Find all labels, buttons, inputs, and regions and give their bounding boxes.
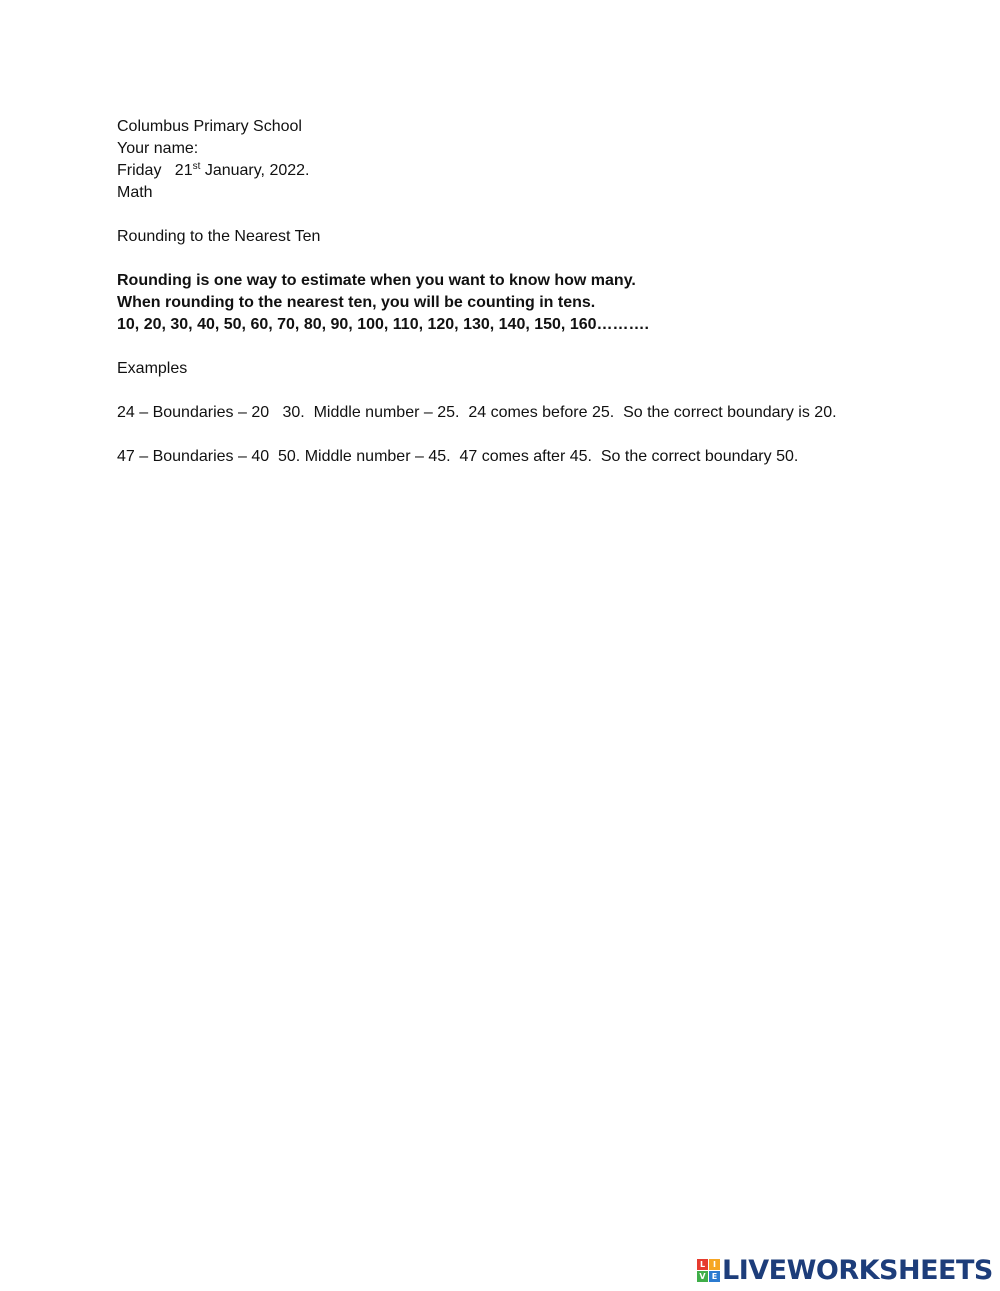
lesson-title: Rounding to the Nearest Ten	[117, 228, 321, 245]
date-rest: January, 2022.	[200, 162, 310, 179]
school-name: Columbus Primary School	[117, 118, 302, 135]
example-item: 47 – Boundaries – 40 50. Middle number – 45. 47 comes after 45. So the correct boundary 50.	[117, 448, 799, 465]
examples-heading: Examples	[117, 360, 188, 377]
logo-block: I	[709, 1259, 720, 1270]
subject: Math	[117, 184, 153, 201]
liveworksheets-logo	[697, 1255, 993, 1285]
intro-line: When rounding to the nearest ten, you will be counting in tens.	[117, 294, 596, 311]
logo-block: L	[697, 1259, 708, 1270]
logo-block: V	[697, 1271, 708, 1282]
date-suffix: st	[192, 161, 201, 172]
date-line	[117, 160, 977, 182]
intro-line: 10, 20, 30, 40, 50, 60, 70, 80, 90, 100, 110, 120, 130, 140, 150, 160……….	[117, 316, 649, 333]
example-item: 24 – Boundaries – 20 30. Middle number – 25. 24 comes before 25. So the correct boundary is 20.	[117, 404, 837, 421]
logo-block: E	[709, 1271, 720, 1282]
name-label: Your name:	[117, 140, 199, 157]
date-day: Friday 21	[117, 162, 193, 179]
worksheet-page	[117, 116, 977, 468]
logo-blocks-icon	[697, 1259, 720, 1282]
intro-line: Rounding is one way to estimate when you want to know how many.	[117, 272, 636, 289]
logo-text: LIVEWORKSHEETS	[722, 1254, 993, 1286]
